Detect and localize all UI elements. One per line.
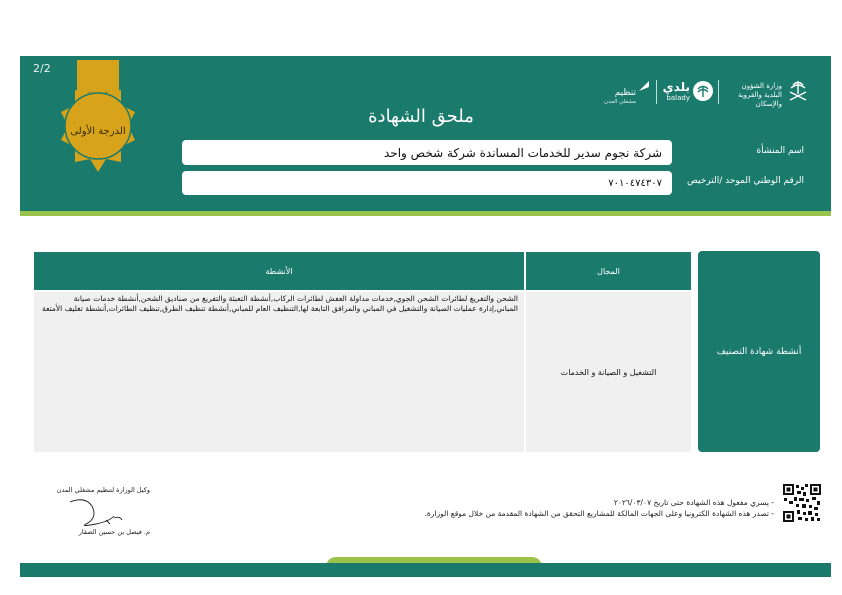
logo-divider-2 (656, 80, 657, 104)
signer-name: م. فيصل بن حسين الصقار (78, 528, 150, 536)
bottom-bar (20, 563, 831, 577)
registration-number-field (182, 171, 672, 195)
issuance-note: - تصدر هذه الشهادة الكترونيا وعلى الجهات المالكة للمشاريع التحقق من الشهادة المقدمة من خلال موقع الوزارة. (424, 509, 774, 518)
tanzeem-logo-icon (636, 78, 652, 94)
balady-palm-icon (692, 80, 714, 102)
balady-logo-text: بلدي (662, 80, 690, 94)
page-title: ملحق الشهادة (368, 106, 474, 127)
activities-cell-value: الشحن والتفريغ لطائرات الشحن الجوي,خدمات مداولة العفش لطائرات الركاب,أنشطة التعبئة والتفريغ من صناديق الشحن,أنشطة خدمات صيانة المباني,إدارة عمليات الصيانة والتشغيل في المباني والمرافق التابعة لها,التنظيف العام للمباني,أنشطة تنظيف الطرق,تنظيف الطائرات,أنشطة تغليف الأمتعة (41, 294, 518, 313)
handwritten-signature-icon (40, 494, 150, 530)
ministry-logo-text: وزارة الشؤون البلدية والقروية والإسكان (737, 82, 782, 108)
establishment-name-field (182, 140, 672, 165)
classification-activities-label: أنشطة شهادة التصنيف (698, 251, 820, 452)
column-header-field: المجال (526, 252, 691, 290)
registration-number-label: الرقم الوطني الموحد /الترخيص (687, 176, 804, 186)
signer-title: وكيل الوزارة لتنظيم مشغلي المدن (56, 486, 150, 494)
column-header-activities: الأنشطة (34, 252, 524, 290)
field-cell (526, 292, 691, 452)
grade-seal-label: الدرجة الأولى (70, 126, 126, 137)
header-accent-stripe (20, 211, 831, 216)
validity-note: - يسري مفعول هذه الشهادة حتى تاريخ ٢٠٢٦/٠٣/٠٧ (613, 498, 774, 507)
establishment-name-label: اسم المنشأة (756, 146, 804, 156)
tanzeem-logo-text: تنظيم (614, 88, 636, 98)
balady-latin-text: balady (666, 94, 690, 102)
activities-cell (34, 292, 524, 452)
establishment-name-value: شركة نجوم سدير للخدمات المساندة شركة شخص واحد (384, 145, 662, 160)
footer-notes (334, 497, 774, 519)
registration-number-value: ٧٠١٠٤٧٤٣٠٧ (608, 177, 662, 189)
tanzeem-sub-text: مشغلي المدن (604, 99, 636, 105)
qr-code-icon[interactable] (782, 483, 822, 523)
logo-divider (718, 80, 719, 104)
page-number: 2/2 (33, 62, 51, 75)
signature-block (40, 486, 150, 546)
ministry-emblem-icon (784, 78, 812, 106)
field-cell-value: التشغيل و الصيانة و الخدمات (560, 367, 657, 377)
